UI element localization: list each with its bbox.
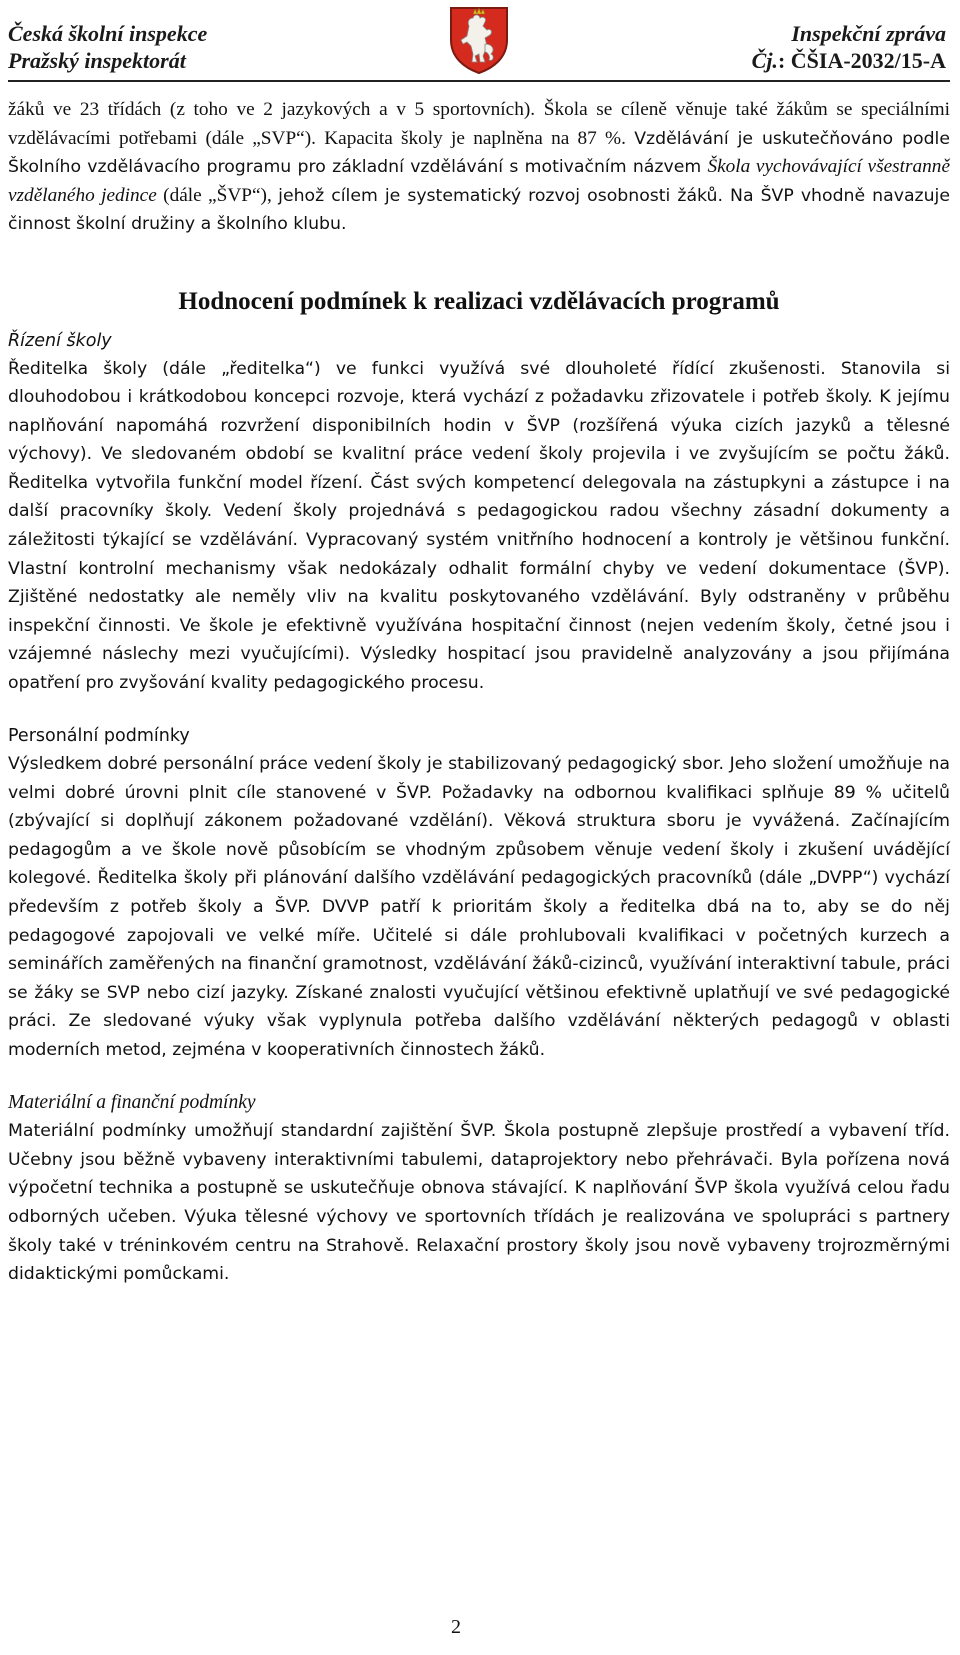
reference-code: : ČŠIA-2032/15-A (777, 48, 946, 73)
header-report-type: Inspekční zpráva (791, 21, 946, 46)
page-header (0, 0, 960, 80)
intro-sentence-1: žáků ve 23 třídách (z toho ve 2 jazykových a v 5 sportovních). Škola se cíleně věnuje také žákům se speciálními vzdělávacími potřebami (dále „SVP“). Kapacita školy je naplněna na 87 %. (8, 99, 950, 149)
spacer (8, 697, 950, 722)
intro-sentence-4: (dále „ŠVP“), (156, 184, 279, 206)
header-divider (8, 80, 950, 82)
school-management-text: Ředitelka školy (dále „ředitelka“) ve funkci využívá své dlouholeté řídící zkušenosti. Stanovila si dlouhodobou i krátkodobou koncepci rozvoje, která vychází z požadavku zřizovatele i potřeb školy. K jejímu naplňování napomáhá rozvržení disponibilních hodin v ŠVP (rozšířená výuka cizích jazyků a tělesné výchovy). Ve sledovaném období se kvalitní práce vedení školy projevila i ve zvyšujícím se počtu žáků. Ředitelka vytvořila funkční model řízení. Část svých kompetencí delegovala na zástupkyni a zástupce i na další pracovníky školy. Vedení školy projednává s pedagogickou radou všechny zásadní dokumenty a záležitosti týkající se vzdělávání. Vypracovaný systém vnitřního hodnocení a kontroly je většinou funkční. Vlastní kontrolní mechanismy však nedokázaly odhalit formální chyby ve vedení dokumentace (ŠVP). Zjištěné nedostatky ale neměly vliv na kvalitu poskytovaného vzdělávání. Byly odstraněny v průběhu inspekční činnosti. Ve škole je efektivně využívána hospitační činnost (nejen vedením školy, četné jsou i vzájemné náslechy mezi vyučujícími). Výsledky hospitací jsou pravidelně analyzovány a jsou přijímána opatření pro zvyšování kvality pedagogického procesu. (8, 358, 950, 693)
header-left (8, 20, 207, 74)
header-right (752, 20, 946, 74)
page-number: 2 (451, 1616, 461, 1638)
program-name: Škola vychovávající všestranně vzdělaného jedince (8, 156, 950, 206)
heading-personnel-conditions: Personální podmínky (8, 726, 190, 747)
reference-prefix: Čj. (751, 48, 778, 73)
section-title: Hodnocení podmínek k realizaci vzdělávacích programů (178, 287, 780, 315)
header-reference-number (752, 47, 946, 74)
material-conditions-text: Materiální podmínky umožňují standardní zajištění ŠVP. Škola postupně zlepšuje prostředí a vybavení tříd. Učebny jsou běžně vybaveny interaktivními tabulemi, dataprojektory nebo přehrávači. Byla pořízena nová výpočetní technika a postupně se uskutečňuje obnova stávající. K naplňování ŠVP škola využívá celou řadu odborných učeben. Výuka tělesné výchovy ve sportovních třídách je realizována ve spolupráci s partnery školy také v tréninkovém centru na Strahově. Relaxační prostory školy jsou nově vybaveny trojrozměrnými didaktickými pomůckami. (8, 1121, 950, 1285)
intro-paragraph (8, 96, 950, 239)
intro-sentence-2: Vzdělávání je uskutečňováno podle Školního vzdělávacího programu pro základní vzdělávání s motivačním názvem (8, 128, 950, 178)
document-body (8, 96, 950, 1289)
header-inspectorate: Pražský inspektorát (8, 48, 186, 73)
intro-sentence-5: jehož cílem je systematický rozvoj osobnosti žáků. Na ŠVP vhodně navazuje činnost školní družiny a školního klubu. (8, 185, 950, 235)
heading-school-management: Řízení školy (8, 330, 112, 351)
header-institution: Česká školní inspekce (8, 21, 208, 46)
personnel-conditions-text: Výsledkem dobré personální práce vedení školy je stabilizovaný pedagogický sbor. Jeho složení umožňuje na velmi dobré úrovni plnit cíle stanovené v ŠVP. Požadavky na odbornou kvalifikaci splňuje 89 % učitelů (zbývající si doplňují zákonem požadované vzdělání). Věková struktura sboru je vyvážená. Začínajícím pedagogům a ve škole nově působícím se vhodným způsobem věnuje vedení školy i zkušení uvádějící kolegové. Ředitelka školy při plánování dalšího vzdělávání pedagogických pracovníků (dále „DVPP“) vychází především z potřeb školy a ŠVP. DVVP patří k prioritám školy a ředitelka dbá na to, aby se do něj pedagogové zapojovali ve velké míře. Učitelé si dále prohlubovali kvalifikaci v početných kurzech a seminářích zaměřených na finanční gramotnost, vzdělávání žáků-cizinců, využívání interaktivní tabule, práci se žáky se SVP nebo cizí jazyky. Získané znalosti vyučující většinou efektivně uplatňují ve své pedagogické práci. Ze sledované výuky však vyplynula potřeba dalšího vzdělávání některých pedagogů v oblasti moderních metod, zejména v kooperativních činnostech žáků. (8, 754, 950, 1060)
czech-coat-of-arms-emblem (447, 4, 511, 76)
spacer (8, 1064, 950, 1089)
heading-material-conditions: Materiální a finanční podmínky (8, 1092, 256, 1114)
